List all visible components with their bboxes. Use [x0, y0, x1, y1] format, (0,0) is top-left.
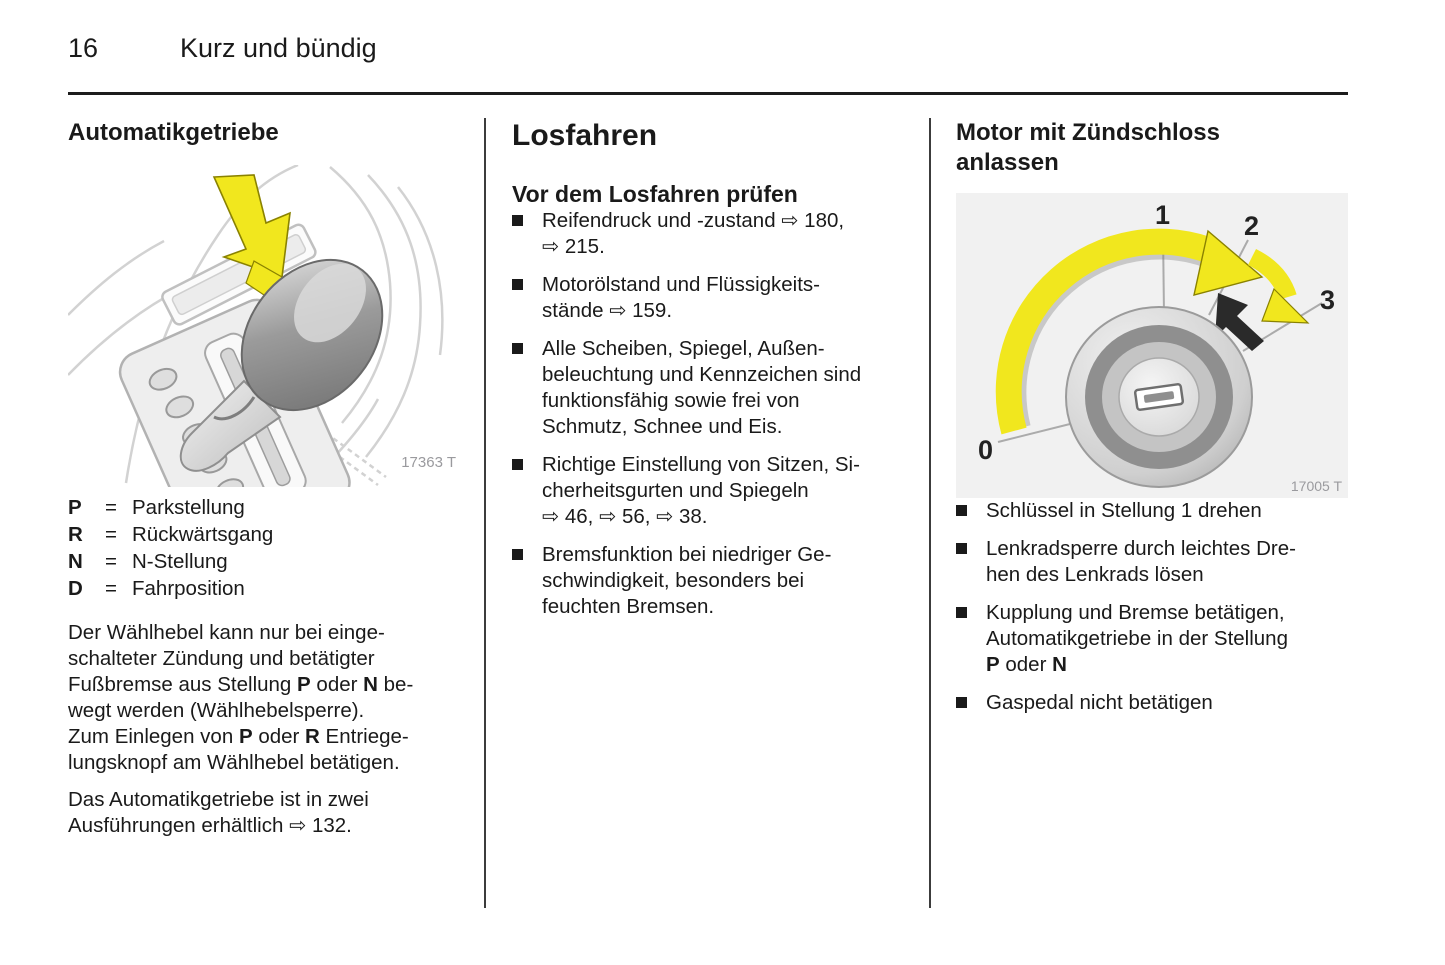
gear-selector-illustration	[68, 165, 462, 487]
list-item	[512, 336, 908, 440]
position-label-3: 3	[1320, 285, 1336, 315]
list-item-text: Schlüssel in Stellung 1 drehen	[986, 499, 1262, 522]
lock-cylinder	[1066, 307, 1252, 487]
position-label-1: 1	[1155, 200, 1171, 230]
bullet-icon	[956, 505, 967, 516]
legend-label: Parkstellung	[132, 496, 245, 519]
list-item-text: Gaspedal nicht betätigen	[986, 691, 1213, 714]
column-automatic-transmission	[68, 118, 462, 839]
legend-key: P	[68, 496, 82, 519]
legend-eq: =	[105, 496, 117, 519]
legend-row-d	[68, 575, 273, 602]
legend-eq: =	[105, 550, 117, 573]
legend-eq: =	[105, 577, 117, 600]
bullet-icon	[512, 215, 523, 226]
bullet-icon	[512, 279, 523, 290]
list-item-text: Alle Scheiben, Spiegel, Außen- beleuchtung und Kennzeichen sind funktionsfähig sowie frei von Schmutz, Schnee und Eis.	[542, 337, 862, 438]
column-divider-2	[929, 118, 931, 908]
bullet-icon	[512, 459, 523, 470]
list-item-text: Lenkradsperre durch leichtes Dre- hen des Lenkrads lösen	[986, 537, 1296, 586]
list-item-text: Richtige Einstellung von Sitzen, Si- cherheitsgurten und Spiegeln ⇨ 46, ⇨ 56, ⇨ 38.	[542, 453, 860, 528]
column-ignition-start	[956, 118, 1348, 728]
header-rule	[68, 92, 1348, 95]
bullet-icon	[956, 607, 967, 618]
legend-row-p	[68, 494, 273, 521]
section-heading-ignition: Motor mit Zündschloss anlassen	[956, 119, 1220, 176]
legend-label: N-Stellung	[132, 550, 228, 573]
pre-drive-checklist	[512, 208, 908, 620]
column-driving-off	[512, 118, 908, 632]
legend-label: Rückwärtsgang	[132, 523, 274, 546]
selector-lock-paragraph: Der Wählhebel kann nur bei einge- schalteter Zündung und betätigter Fußbremse aus Stellung P oder N be- wegt werden (Wählhebelsperre). Zum Einlegen von P oder R Entriege- lungsknopf am Wählhebel betätigen.	[68, 621, 414, 774]
list-item	[956, 600, 1348, 678]
legend-key: N	[68, 550, 83, 573]
list-item-text: Bremsfunktion bei niedriger Ge- schwindigkeit, besonders bei feuchten Bremsen.	[542, 543, 832, 618]
legend-row-n	[68, 548, 273, 575]
section-heading-driving: Losfahren	[512, 119, 658, 152]
list-item	[512, 272, 908, 324]
bullet-icon	[512, 343, 523, 354]
legend-key: R	[68, 523, 83, 546]
bullet-icon	[956, 697, 967, 708]
list-item	[956, 690, 1348, 716]
chapter-title: Kurz und bündig	[180, 33, 377, 63]
list-item	[956, 536, 1348, 588]
figure-number-2: 17005 T	[1290, 478, 1342, 494]
column-divider-1	[484, 118, 486, 908]
list-item-text: Kupplung und Bremse betätigen, Automatikgetriebe in der Stellung P oder N	[986, 601, 1288, 676]
ignition-start-steps	[956, 498, 1348, 716]
transmission-versions-paragraph: Das Automatikgetriebe ist in zwei Ausführungen erhältlich ⇨ 132.	[68, 788, 369, 837]
list-item-text: Reifendruck und -zustand ⇨ 180, ⇨ 215.	[542, 209, 845, 258]
bullet-icon	[512, 549, 523, 560]
list-item	[512, 208, 908, 260]
list-item	[956, 498, 1348, 524]
legend-eq: =	[105, 523, 117, 546]
legend-label: Fahrposition	[132, 577, 245, 600]
list-item	[512, 542, 908, 620]
gear-legend	[68, 494, 273, 602]
figure-number-1: 17363 T	[401, 454, 456, 471]
legend-row-r	[68, 521, 273, 548]
section-heading-automatic: Automatikgetriebe	[68, 119, 279, 146]
subheading-check-before-driving: Vor dem Losfahren prüfen	[512, 181, 798, 207]
legend-key: D	[68, 577, 83, 600]
bullet-icon	[956, 543, 967, 554]
position-label-0: 0	[978, 435, 994, 465]
ignition-lock-illustration	[956, 193, 1348, 498]
position-label-2: 2	[1244, 211, 1260, 241]
page-number: 16	[68, 33, 99, 63]
list-item-text: Motorölstand und Flüssigkeits- stände ⇨ 159.	[542, 273, 821, 322]
list-item	[512, 452, 908, 530]
